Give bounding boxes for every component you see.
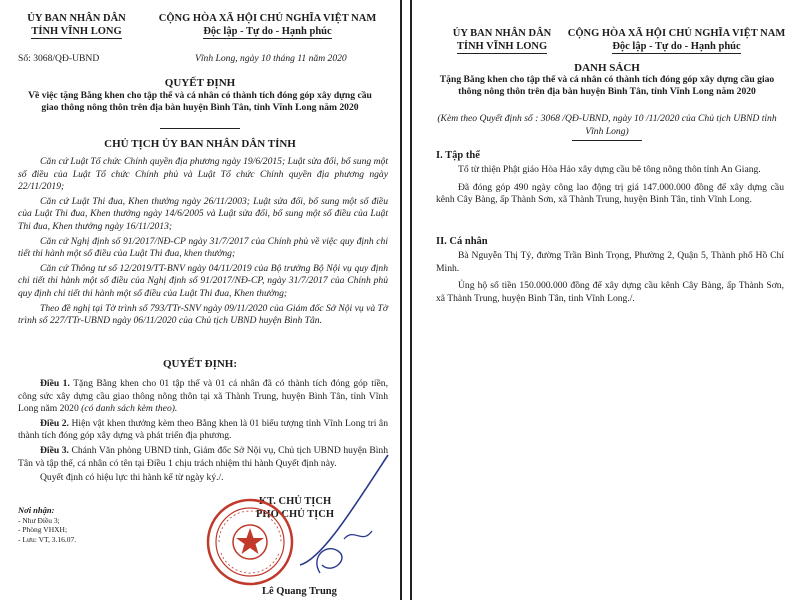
agency-province: TỈNH VĨNH LONG <box>456 41 548 52</box>
document-date: Vĩnh Long, ngày 10 tháng 11 năm 2020 <box>195 53 347 64</box>
decision-heading: QUYẾT ĐỊNH: <box>162 358 238 370</box>
agency-province: TỈNH VĨNH LONG <box>31 26 122 37</box>
effect-clause: Quyết định có hiệu lực thi hành kể từ ngày ký./. <box>40 472 224 484</box>
collective-name: Tổ từ thiện Phật giáo Hòa Hảo xây dựng cầu bê tông nông thôn tỉnh An Giang. <box>458 164 761 175</box>
section-heading: II. Cá nhân <box>436 236 488 247</box>
section-heading: I. Tập thể <box>436 150 480 161</box>
article-text: Tặng Bằng khen cho 01 tập thể và 01 cá nhân đã có thành tích đóng góp tiền, công sức xây dựng cầu giao thông nông thôn tại xã Thành Trung, huyện Bình Tân, tỉnh Vĩnh Long năm 2020 <box>18 378 389 415</box>
document-number: Số: 3068/QĐ-UBND <box>18 53 100 64</box>
national-motto: Độc lập - Tự do - Hạnh phúc <box>612 41 741 52</box>
legal-basis: Căn cứ Thông tư số 12/2019/TT-BNV ngày 04/11/2019 của Bộ trưởng Bộ Nội vụ quy định chi tiết thi hành một số điều của Nghị định số 91/2017/NĐ-CP, ngày 31/7/2017 của Chính phủ quy định chi tiết thi hành một số điều của Luật Thi đua, Khen thưởng; <box>18 262 388 299</box>
list-page <box>410 0 800 600</box>
legal-basis: Căn cứ Luật Tổ chức Chính quyền địa phương ngày 19/6/2015; Luật sửa đổi, bổ sung một số điều của Luật Tổ chức Chính phủ và Luật Tổ chức Chính quyền địa phương ngày 22/11/2019; <box>18 156 388 193</box>
document-type: DANH SÁCH <box>574 62 640 74</box>
document-subject: Tặng Bằng khen cho tập thể và cá nhân có thành tích đóng góp xây dựng cầu giao thông nông thôn trên địa bàn huyện Bình Tân, tỉnh Vĩnh Long năm 2020 <box>439 74 775 97</box>
attachment-note: (Kèm theo Quyết định số : 3068 /QĐ-UBND, ngày 10 /11/2020 của Chủ tịch UBND tỉnh Vĩnh Long) <box>437 113 777 137</box>
national-header <box>554 27 799 54</box>
article-text: Hiện vật khen thưởng kèm theo Bằng khen là 01 biểu tượng tỉnh Vĩnh Long tri ân thành tích đóng góp xây dựng và phát triển địa phương. <box>18 417 388 442</box>
document-subject: Về việc tặng Bằng khen cho tập thể và cá nhân có thành tích đóng góp xây dựng cầu giao thông nông thôn trên địa bàn huyện Bình Tân, tỉnh Vĩnh Long năm 2020 <box>28 90 372 114</box>
national-motto: Độc lập - Tự do - Hạnh phúc <box>203 26 332 37</box>
article-label: Điều 3. <box>40 444 69 456</box>
national-title: CỘNG HÒA XÃ HỘI CHỦ NGHĨA VIỆT NAM <box>158 13 377 24</box>
legal-basis: Theo đề nghị tại Tờ trình số 793/TTr-SNV ngày 09/11/2020 của Giám đốc Sở Nội vụ và Tờ trình số 227/TTr-UBND ngày 06/11/2020 của Chủ tịch UBND huyện Bình Tân. <box>18 302 388 327</box>
article-text: Chánh Văn phòng UBND tỉnh, Giám đốc Sở Nội vụ, Chủ tịch UBND huyện Bình Tân và tập thể, cá nhân có tên tại Điều 1 chịu trách nhiệm thi hành Quyết định này. <box>18 444 389 469</box>
collective-contribution: Đã đóng góp 490 ngày công lao động trị giá 147.000.000 đồng để xây dựng cầu kênh Cây Bàng, ấp Thành Sơn, xã Thành Trung, huyện Bình Tân, tỉnh Vĩnh Long. <box>436 181 784 206</box>
recipient-item: - Phòng VHXH; <box>18 525 68 534</box>
legal-basis: Căn cứ Luật Thi đua, Khen thưởng ngày 26/11/2003; Luật sửa đổi, bổ sung một số điều của Luật Thi đua, Khen thưởng ngày 14/6/2005 và Luật sửa đổi, bổ sung một số điều của Luật Thi đua, Khen thưởng ngày 16/11/2013; <box>18 195 388 232</box>
document-type: QUYẾT ĐỊNH <box>164 77 236 89</box>
collective-entry <box>436 164 784 209</box>
legal-bases <box>18 156 388 330</box>
article-2 <box>18 418 388 443</box>
recipient-item: - Lưu: VT, 3.16.07. <box>18 534 77 544</box>
national-header <box>140 12 395 39</box>
signer-name: Lê Quang Trung <box>262 586 337 597</box>
recipient-item: - Như Điều 3; <box>18 515 60 525</box>
article-label: Điều 1. <box>40 378 70 389</box>
article-note: (có danh sách kèm theo). <box>81 403 178 415</box>
issuing-authority: CHỦ TỊCH ỦY BAN NHÂN DÂN TỈNH <box>104 138 296 150</box>
individual-name: Bà Nguyễn Thị Tý, đường Trần Bình Trọng, Phường 2, Quận 5, Thành phố Hồ Chí Minh. <box>436 250 784 274</box>
individual-contribution: Ủng hộ số tiền 150.000.000 đồng để xây dựng cầu kênh Cây Bàng, ấp Thành Sơn, xã Thành Trung, huyện Bình Tân, tỉnh Vĩnh Long./. <box>436 280 784 304</box>
legal-basis: Căn cứ Nghị định số 91/2017/NĐ-CP ngày 31/7/2017 của Chính phủ về việc quy định chi tiết thi hành một số điều của Luật Thi đua, khen thưởng; <box>18 235 388 260</box>
agency-header <box>14 12 139 39</box>
signer-position: PHÓ CHỦ TỊCH <box>256 509 334 520</box>
national-title: CỘNG HÒA XÃ HỘI CHỦ NGHĨA VIỆT NAM <box>567 28 786 39</box>
agency-name: ỦY BAN NHÂN DÂN <box>27 13 126 24</box>
recipients-title: Nơi nhận: <box>18 505 55 515</box>
article-label: Điều 2. <box>40 417 69 429</box>
note-underline <box>572 140 642 141</box>
article-1 <box>18 378 388 416</box>
signer-title: KT. CHỦ TỊCH <box>258 496 332 507</box>
individual-entry <box>436 250 784 307</box>
agency-header <box>442 27 562 54</box>
recipients <box>18 506 128 544</box>
subject-underline <box>160 128 240 129</box>
official-seal-icon <box>205 497 295 587</box>
agency-name: ỦY BAN NHÂN DÂN <box>452 28 552 39</box>
handwritten-signature-icon <box>292 447 397 587</box>
